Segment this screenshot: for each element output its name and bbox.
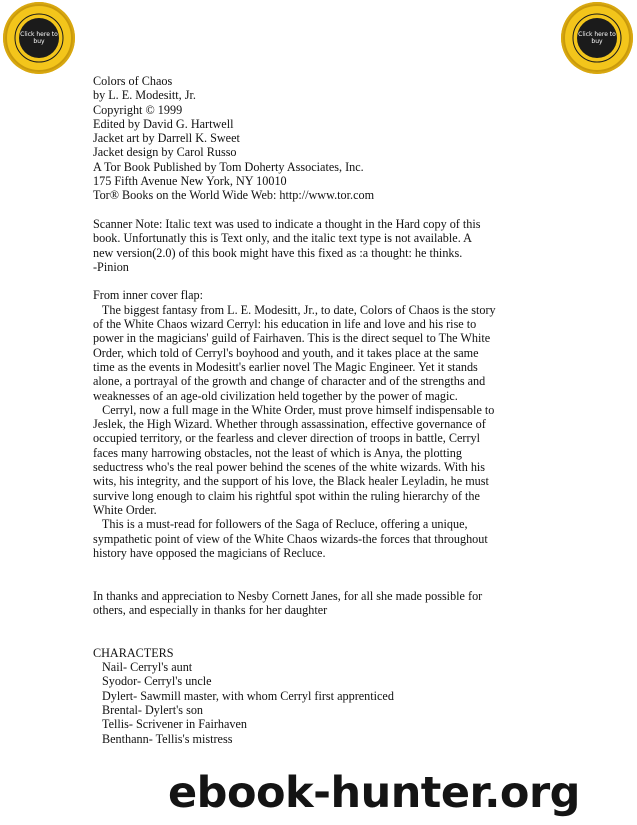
paragraph-line: sympathetic point of view of the White Chaos wizards-the forces that throughout — [93, 531, 488, 546]
scanner-note-line: -Pinion — [93, 259, 129, 274]
editor-line: Edited by David G. Hartwell — [93, 116, 234, 131]
ebook-hunter-watermark: ebook-hunter.org — [168, 768, 580, 818]
flap-paragraph-1 — [93, 303, 623, 403]
dedication — [93, 589, 623, 618]
character-item: Dylert- Sawmill master, with whom Cerryl first apprenticed — [102, 688, 394, 703]
paragraph-line: The biggest fantasy from L. E. Modesitt, Jr., to date, Colors of Chaos is the story — [93, 302, 496, 317]
flap-paragraph-2 — [93, 403, 623, 517]
flap-heading: From inner cover flap: — [93, 288, 203, 303]
scanner-note-line: Scanner Note: Italic text was used to indicate a thought in the Hard copy of this — [93, 216, 481, 231]
publisher-line: A Tor Book Published by Tom Doherty Associates, Inc. — [93, 159, 364, 174]
paragraph-line: Jeslek, the High Wizard. Whether through assassination, effective governance of — [93, 417, 486, 432]
dedication-line: In thanks and appreciation to Nesby Cornett Janes, for all she made possible for — [93, 588, 483, 603]
characters-list — [93, 660, 623, 746]
abbyy-badge-left[interactable] — [3, 2, 75, 74]
paragraph-line: weaknesses of an age-old civilization held together by the power of magic. — [93, 388, 458, 403]
paragraph-line: seductress who's the real power behind the scenes of the white wizards. With his — [93, 460, 486, 475]
paragraph-line: This is a must-read for followers of the Saga of Recluce, offering a unique, — [93, 517, 468, 532]
character-item: Syodor- Cerryl's uncle — [102, 674, 212, 689]
paragraph-line: survive long enough to claim his rightful spot within the ruling hierarchy of the — [93, 488, 480, 503]
paragraph-line: occupied territory, or the fearless and clever direction of troops in battle, Cerryl — [93, 431, 481, 446]
paragraph-line: of the White Chaos wizard Cerryl: his education in life and love and his rise to — [93, 317, 477, 332]
badge-center-text: Click here to buy — [19, 18, 59, 58]
jacket-design-line: Jacket design by Carol Russo — [93, 145, 237, 160]
dedication-line: others, and especially in thanks for her daughter — [93, 602, 328, 617]
paragraph-line: Order, which told of Cerryl's boyhood and youth, and it takes place at the same — [93, 345, 479, 360]
copyright-line: Copyright © 1999 — [93, 102, 183, 117]
paragraph-line: history have opposed the magicians of Recluce. — [93, 545, 326, 560]
paragraph-line: wits, his integrity, and the support of his love, the Black healer Leyladin, he must — [93, 474, 489, 489]
website-line: Tor® Books on the World Wide Web: http://www.tor.com — [93, 188, 375, 203]
document-body — [93, 74, 623, 746]
paragraph-line: alone, a portrayal of the growth and change of character and of the strengths and — [93, 374, 486, 389]
flap-paragraph-3 — [93, 517, 623, 560]
book-title: Colors of Chaos — [93, 74, 173, 88]
paragraph-line: faces many harrowing obstacles, not the least of which is Anya, the plotting — [93, 445, 462, 460]
paragraph-line: Cerryl, now a full mage in the White Order, must prove himself indispensable to — [93, 402, 495, 417]
character-item: Tellis- Scrivener in Fairhaven — [102, 717, 248, 732]
scanner-note-line: book. Unfortunatly this is Text only, and the italic text type is not available. A — [93, 231, 472, 246]
address-line: 175 Fifth Avenue New York, NY 10010 — [93, 174, 287, 189]
character-item: Nail- Cerryl's aunt — [102, 660, 193, 675]
characters-heading: CHARACTERS — [93, 645, 174, 660]
paragraph-line: time as the events in Modesitt's earlier novel The Magic Engineer. Yet it stands — [93, 359, 478, 374]
abbyy-badge-right[interactable] — [561, 2, 633, 74]
author-line: by L. E. Modesitt, Jr. — [93, 88, 196, 103]
character-item: Brental- Dylert's son — [102, 703, 204, 718]
badge-center-text: Click here to buy — [577, 18, 617, 58]
header-block — [93, 74, 623, 203]
scanner-note-line: new version(2.0) of this book might have this fixed as :a thought: he thinks. — [93, 245, 463, 260]
scanner-note — [93, 217, 623, 274]
paragraph-line: White Order. — [93, 502, 157, 517]
jacket-art-line: Jacket art by Darrell K. Sweet — [93, 131, 240, 146]
paragraph-line: power in the magicians' guild of Fairhaven. This is the direct sequel to The White — [93, 331, 491, 346]
character-item: Benthann- Tellis's mistress — [102, 731, 233, 746]
